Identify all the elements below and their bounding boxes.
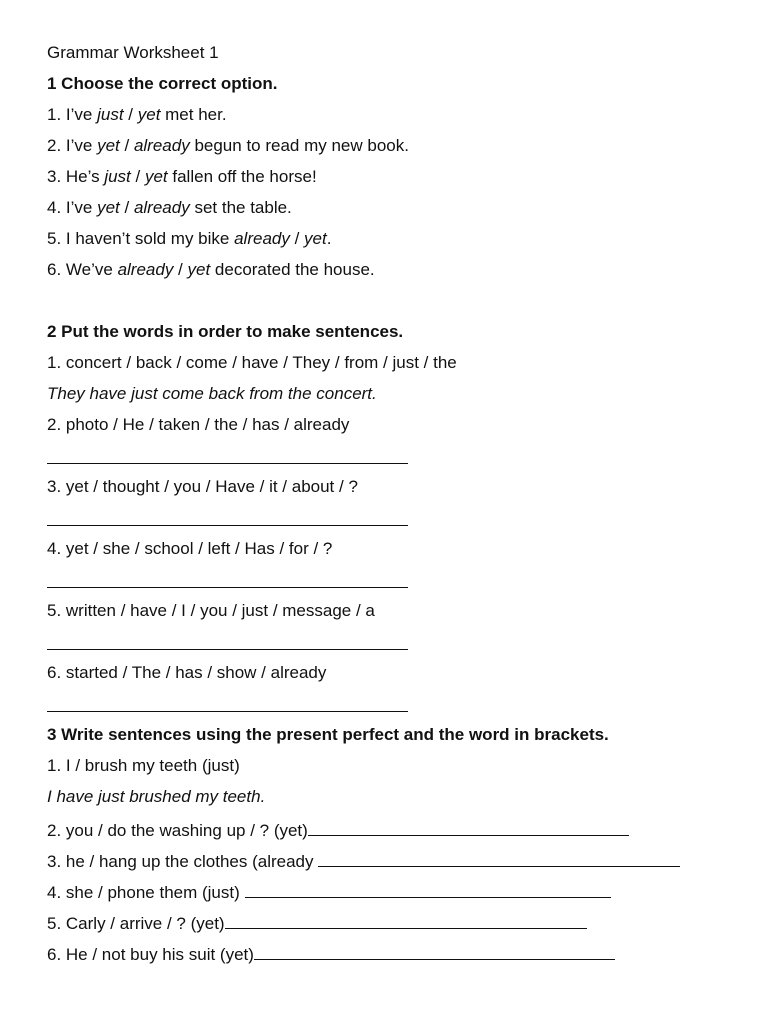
option-a: yet [97,136,120,155]
s1-item-end: . [326,229,332,248]
option-b: yet [304,229,327,248]
s3-example-answer: I have just brushed my teeth. [47,787,266,806]
s3-item-2 [47,817,747,848]
answer-blank[interactable] [47,507,408,526]
s3-item-prompt: 3. he / hang up the clothes (already [47,852,319,871]
section-2-heading: 2 Put the words in order to make sentences. [47,322,404,341]
option-separator: / [119,198,134,217]
option-b: yet [137,105,161,124]
answer-blank[interactable] [47,631,408,650]
answer-blank[interactable] [47,569,408,588]
s3-item-prompt: 2. you / do the washing up / ? (yet) [47,821,308,840]
s3-item-6 [47,941,747,972]
option-a: already [117,260,174,279]
s1-item-text: 6. We’ve [47,260,118,279]
section-spacer [47,290,747,321]
option-a: just [104,167,131,186]
s1-item-end: met her. [160,105,227,124]
s1-item-text: 5. I haven’t sold my bike [47,229,235,248]
s1-item-4 [47,197,747,228]
option-a: yet [97,198,120,217]
s1-item-3 [47,166,747,197]
option-separator: / [123,105,138,124]
s1-item-text: 1. I’ve [47,105,98,124]
s1-item-end: set the table. [189,198,292,217]
answer-blank[interactable] [225,910,587,929]
option-separator: / [173,260,188,279]
s2-item-2-prompt: 2. photo / He / taken / the / has / already [47,415,350,434]
s1-item-1 [47,104,747,135]
answer-blank[interactable] [254,941,615,960]
s2-item-3-answer-line[interactable] [47,507,747,538]
s2-example-prompt: 1. concert / back / come / have / They / from / just / the [47,353,457,372]
section-1-heading: 1 Choose the correct option. [47,74,278,93]
s1-item-2 [47,135,747,166]
s1-item-end: decorated the house. [210,260,375,279]
s3-item-4 [47,879,747,910]
s2-item-6-answer-line[interactable] [47,693,747,724]
answer-blank[interactable] [47,445,408,464]
s1-item-end: fallen off the horse! [167,167,317,186]
worksheet-title: Grammar Worksheet 1 [47,43,219,62]
answer-blank[interactable] [318,848,680,867]
s2-item-6-prompt: 6. started / The / has / show / already [47,663,327,682]
answer-blank[interactable] [245,879,611,898]
s3-item-3 [47,848,747,879]
s2-item-5-answer-line[interactable] [47,631,747,662]
s3-item-prompt: 4. she / phone them (just) [47,883,245,902]
s1-item-text: 4. I’ve [47,198,98,217]
s1-item-5 [47,228,747,259]
s3-item-prompt: 6. He / not buy his suit (yet) [47,945,254,964]
option-b: already [133,136,190,155]
option-b: yet [144,167,168,186]
s2-item-4-prompt: 4. yet / she / school / left / Has / for / ? [47,539,333,558]
s2-item-5-prompt: 5. written / have / I / you / just / message / a [47,601,375,620]
answer-blank[interactable] [308,817,629,836]
s3-example-prompt: 1. I / brush my teeth (just) [47,756,240,775]
option-a: just [97,105,124,124]
option-separator: / [289,229,305,248]
s1-item-6 [47,259,747,290]
s2-example-answer: They have just come back from the concert. [47,384,377,403]
option-a: already [234,229,290,248]
s2-item-3-prompt: 3. yet / thought / you / Have / it / about / ? [47,477,358,496]
s2-item-4-answer-line[interactable] [47,569,747,600]
option-b: yet [187,260,211,279]
section-3-heading: 3 Write sentences using the present perfect and the word in brackets. [47,725,609,744]
option-b: already [133,198,190,217]
s3-item-prompt: 5. Carly / arrive / ? (yet) [47,914,225,933]
option-separator: / [119,136,134,155]
answer-blank[interactable] [47,693,408,712]
s1-item-text: 3. He’s [47,167,105,186]
s1-item-end: begun to read my new book. [189,136,409,155]
s2-item-2-answer-line[interactable] [47,445,747,476]
worksheet-page [47,42,747,972]
s1-item-text: 2. I’ve [47,136,98,155]
option-separator: / [130,167,145,186]
s3-item-5 [47,910,747,941]
